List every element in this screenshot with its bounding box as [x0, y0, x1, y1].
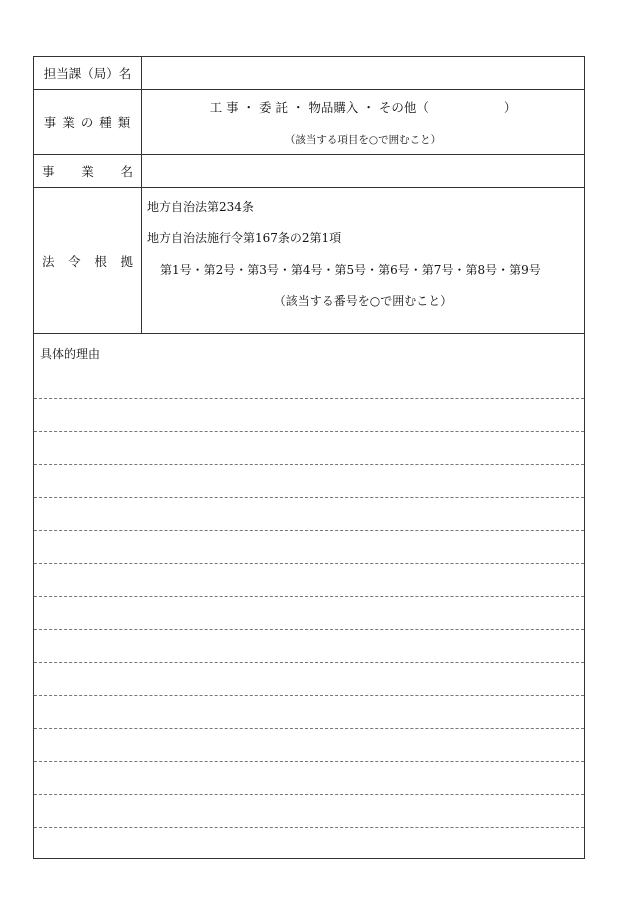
project-type-options: 工 事 ・ 委 託 ・ 物品購入 ・ その他（ ） — [209, 100, 517, 115]
reason-line — [34, 530, 584, 531]
reason-section[interactable] — [34, 334, 584, 858]
project-name-row — [34, 155, 584, 188]
reason-line — [34, 398, 584, 399]
reason-line — [34, 761, 584, 762]
reason-line — [34, 827, 584, 828]
project-name-label-char-2: 業 — [81, 164, 94, 179]
reason-line — [34, 695, 584, 696]
legal-basis-label-char-4: 拠 — [120, 253, 133, 269]
reason-line — [34, 497, 584, 498]
legal-basis-label-char-1: 法 — [42, 253, 55, 269]
legal-basis-label — [34, 188, 142, 333]
reason-line — [34, 629, 584, 630]
reason-line — [34, 431, 584, 432]
department-field[interactable] — [142, 57, 584, 89]
legal-basis-label-char-3: 根 — [94, 253, 107, 269]
legal-basis-row — [34, 188, 584, 334]
legal-basis-field[interactable] — [142, 188, 584, 333]
law-local-autonomy-act: 地方自治法第234条 — [147, 200, 254, 214]
department-label: 担当課（局）名 — [34, 57, 142, 89]
department-row — [34, 57, 584, 90]
project-name-label-char-3: 名 — [120, 164, 133, 179]
form-sheet — [33, 56, 585, 859]
reason-line — [34, 464, 584, 465]
reason-line — [34, 794, 584, 795]
project-name-field[interactable] — [142, 155, 584, 187]
reason-title: 具体的理由 — [40, 347, 101, 361]
project-type-field[interactable] — [142, 90, 584, 154]
project-type-row — [34, 90, 584, 155]
reason-line — [34, 596, 584, 597]
project-type-label-text: 事 業 の 種 類 — [43, 115, 132, 130]
project-name-label — [34, 155, 142, 187]
project-name-label-char-1: 事 — [42, 164, 55, 179]
law-enforcement-order: 地方自治法施行令第167条の2第1項 — [147, 231, 342, 245]
reason-line — [34, 728, 584, 729]
reason-line — [34, 662, 584, 663]
project-type-label — [34, 90, 142, 154]
reason-line — [34, 563, 584, 564]
law-item-numbers: 第1号・第2号・第3号・第4号・第5号・第6号・第7号・第8号・第9号 — [160, 263, 541, 277]
legal-basis-label-char-2: 令 — [68, 253, 81, 269]
project-type-note: （該当する項目を○で囲むこと） — [284, 134, 442, 146]
legal-basis-note: （該当する番号を○で囲むこと） — [273, 294, 453, 308]
